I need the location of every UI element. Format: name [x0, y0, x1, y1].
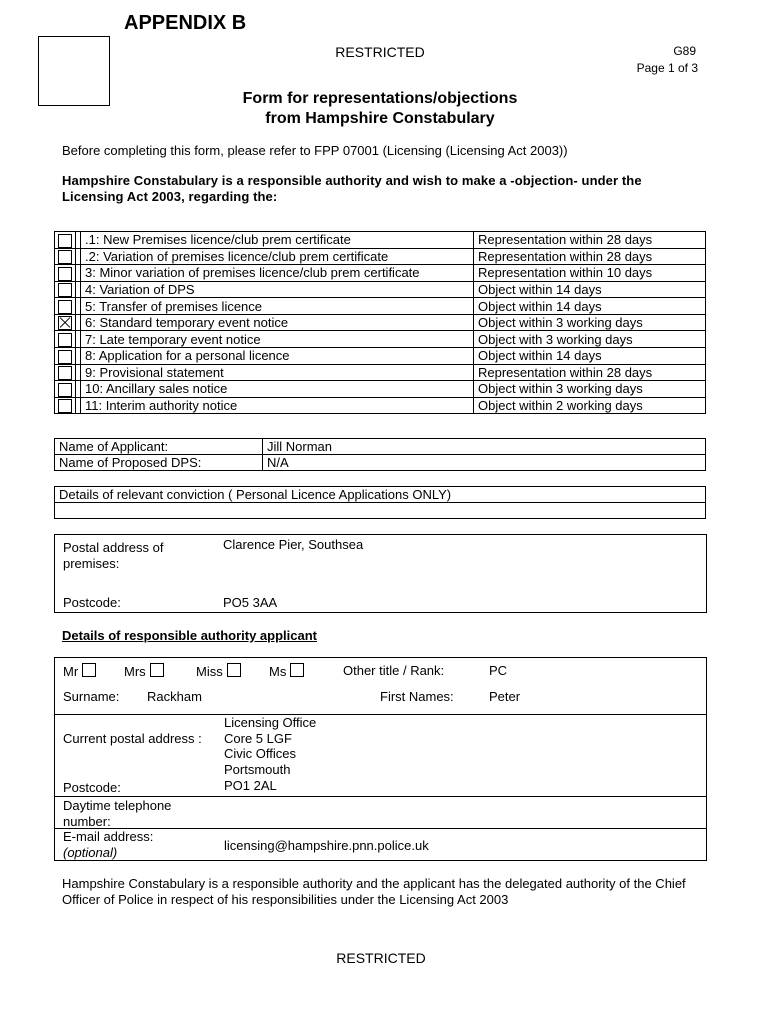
- other-title-value[interactable]: PC: [489, 663, 508, 678]
- divider: [55, 714, 706, 715]
- application-type-label: 3: Minor variation of premises licence/club prem certificate: [81, 265, 474, 282]
- first-names-label: First Names:: [380, 689, 454, 704]
- address-line: Civic Offices: [224, 746, 296, 761]
- email-label: E-mail address:: [63, 829, 154, 844]
- page-number: Page 1 of 3: [636, 61, 698, 75]
- application-checkbox[interactable]: [58, 350, 72, 364]
- form-title-line-2: from Hampshire Constabulary: [265, 110, 495, 127]
- application-checkbox-cell: [55, 232, 76, 249]
- table-row: [55, 487, 706, 503]
- form-title-line-1: Form for representations/objections: [242, 90, 518, 107]
- table-row: [55, 298, 706, 315]
- email-value[interactable]: licensing@hampshire.pnn.police.uk: [224, 838, 429, 853]
- application-type-table: [54, 231, 706, 414]
- table-row: [55, 248, 706, 265]
- table-row: [55, 364, 706, 381]
- application-checkbox-cell: [55, 281, 76, 298]
- application-deadline: Object within 3 working days: [474, 381, 706, 398]
- table-row: [55, 439, 706, 455]
- application-checkbox-cell: [55, 347, 76, 364]
- application-type-label: .1: New Premises licence/club prem certificate: [81, 232, 474, 249]
- authority-postcode-value[interactable]: PO1 2AL: [224, 778, 277, 793]
- authority-details-box: [54, 657, 707, 861]
- application-type-label: 8: Application for a personal licence: [81, 347, 474, 364]
- email-optional-note: (optional): [63, 844, 118, 860]
- title-mr-option[interactable]: [63, 663, 96, 679]
- dps-name-label: Name of Proposed DPS:: [55, 455, 263, 471]
- divider: [55, 796, 706, 797]
- title-miss-option[interactable]: [196, 663, 241, 679]
- surname-value[interactable]: Rackham: [147, 689, 202, 704]
- conviction-table: [54, 486, 706, 519]
- applicant-name-value[interactable]: Jill Norman: [263, 439, 706, 455]
- restricted-marking-bottom: RESTRICTED: [336, 950, 426, 966]
- premises-address-value[interactable]: Clarence Pier, Southsea: [223, 537, 364, 552]
- conviction-value[interactable]: [55, 503, 706, 519]
- application-type-label: 5: Transfer of premises licence: [81, 298, 474, 315]
- other-title-label: Other title / Rank:: [343, 663, 445, 678]
- form-code: G89: [673, 44, 696, 58]
- dps-name-value[interactable]: N/A: [263, 455, 706, 471]
- applicant-table: [54, 438, 706, 471]
- address-line: Core 5 LGF: [224, 730, 292, 746]
- title-mrs-option[interactable]: [124, 663, 164, 679]
- application-deadline: Object within 3 working days: [474, 314, 706, 331]
- title-ms-option[interactable]: [269, 663, 304, 679]
- application-checkbox-cell: [55, 265, 76, 282]
- application-checkbox-cell: [55, 381, 76, 398]
- title-mr-label: Mr: [63, 664, 79, 679]
- application-checkbox[interactable]: [58, 283, 72, 297]
- application-deadline: Representation within 28 days: [474, 232, 706, 249]
- phone-label: Daytime telephone number:: [63, 798, 172, 829]
- table-row: [55, 232, 706, 249]
- table-row: [55, 265, 706, 282]
- table-row: [55, 281, 706, 298]
- title-ms-label: Ms: [269, 664, 287, 679]
- title-miss-checkbox[interactable]: [227, 663, 241, 677]
- address-line: Licensing Office: [224, 715, 317, 730]
- title-row: [63, 663, 693, 681]
- objection-statement: Hampshire Constabulary is a responsible authority and wish to make a -objection- under the Licensing Act 2003, regarding the:: [62, 173, 642, 204]
- appendix-heading: APPENDIX B: [124, 12, 247, 34]
- delegation-statement: Hampshire Constabulary is a responsible authority and the applicant has the delegated authority of the Chief Officer of Police in respect of his responsibilities under the Licensing Act 2003: [62, 876, 686, 907]
- premises-postcode-label: Postcode:: [63, 595, 121, 610]
- application-deadline: Object within 14 days: [474, 347, 706, 364]
- table-row: [55, 314, 706, 331]
- application-type-label: 9: Provisional statement: [81, 364, 474, 381]
- title-mrs-checkbox[interactable]: [150, 663, 164, 677]
- application-type-label: .2: Variation of premises licence/club prem certificate: [81, 248, 474, 265]
- application-deadline: Representation within 10 days: [474, 265, 706, 282]
- table-row: [55, 381, 706, 398]
- application-deadline: Representation within 28 days: [474, 248, 706, 265]
- restricted-marking-top: RESTRICTED: [335, 44, 425, 60]
- application-checkbox[interactable]: [58, 267, 72, 281]
- application-type-label: 11: Interim authority notice: [81, 397, 474, 414]
- application-checkbox-cell: [55, 364, 76, 381]
- form-title: [0, 89, 760, 129]
- title-miss-label: Miss: [196, 664, 223, 679]
- application-checkbox-cell: [55, 314, 76, 331]
- intro-text: Before completing this form, please refer to FPP 07001 (Licensing (Licensing Act 2003)): [62, 143, 568, 158]
- application-deadline: Object with 3 working days: [474, 331, 706, 348]
- application-checkbox[interactable]: [58, 333, 72, 347]
- application-checkbox[interactable]: [58, 383, 72, 397]
- premises-address-label: Postal address of premises:: [63, 540, 164, 571]
- application-type-label: 7: Late temporary event notice: [81, 331, 474, 348]
- table-row: [55, 331, 706, 348]
- application-checkbox-cell: [55, 331, 76, 348]
- authority-address-label: Current postal address :: [63, 731, 202, 746]
- address-line: Portsmouth: [224, 761, 291, 777]
- table-row: [55, 347, 706, 364]
- table-row: [55, 397, 706, 414]
- applicant-name-label: Name of Applicant:: [55, 439, 263, 455]
- first-names-value[interactable]: Peter: [489, 689, 521, 704]
- application-checkbox[interactable]: [58, 366, 72, 380]
- application-type-label: 4: Variation of DPS: [81, 281, 474, 298]
- application-checkbox[interactable]: [58, 316, 72, 330]
- premises-address-box: [54, 534, 707, 613]
- premises-postcode-value[interactable]: PO5 3AA: [223, 595, 278, 610]
- application-deadline: Object within 14 days: [474, 298, 706, 315]
- application-checkbox-cell: [55, 397, 76, 414]
- application-checkbox[interactable]: [58, 250, 72, 264]
- application-checkbox[interactable]: [58, 399, 72, 413]
- table-row: [55, 455, 706, 471]
- application-checkbox-cell: [55, 298, 76, 315]
- email-label-block: [63, 829, 153, 860]
- authority-section-heading: Details of responsible authority applicant: [62, 628, 317, 643]
- application-checkbox-cell: [55, 248, 76, 265]
- authority-address-value[interactable]: [224, 715, 316, 777]
- surname-label: Surname:: [63, 689, 120, 704]
- application-checkbox[interactable]: [58, 234, 72, 248]
- name-row: [63, 689, 693, 707]
- title-mrs-label: Mrs: [124, 664, 146, 679]
- table-row: [55, 503, 706, 519]
- application-type-label: 6: Standard temporary event notice: [81, 314, 474, 331]
- application-type-label: 10: Ancillary sales notice: [81, 381, 474, 398]
- application-deadline: Object within 14 days: [474, 281, 706, 298]
- conviction-label: Details of relevant conviction ( Personal Licence Applications ONLY): [55, 487, 706, 503]
- application-deadline: Object within 2 working days: [474, 397, 706, 414]
- title-mr-checkbox[interactable]: [82, 663, 96, 677]
- title-ms-checkbox[interactable]: [290, 663, 304, 677]
- application-checkbox[interactable]: [58, 300, 72, 314]
- authority-postcode-label: Postcode:: [63, 780, 121, 795]
- application-deadline: Representation within 28 days: [474, 364, 706, 381]
